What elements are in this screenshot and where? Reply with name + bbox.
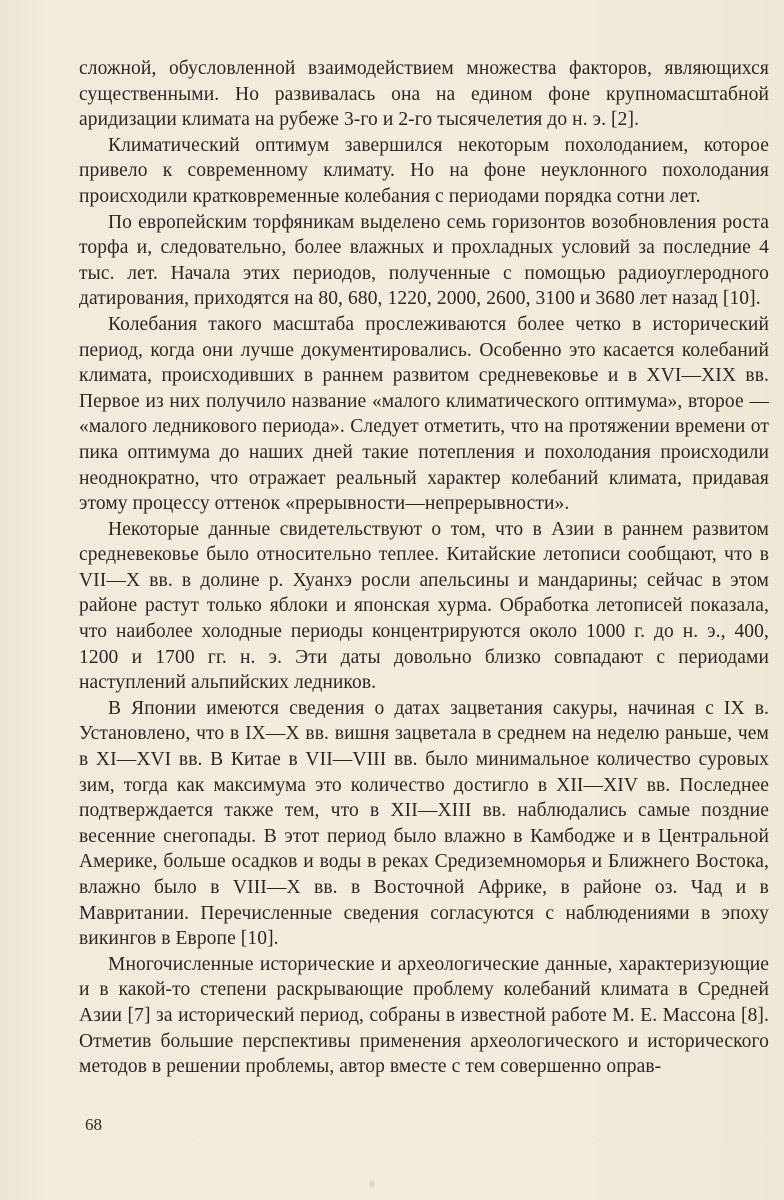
paragraph-3: По европейским торфяникам выделено семь горизонтов возобновления роста торфа и, следовательно, более влажных и прохладных условий за последние 4 тыс. лет. Начала этих периодов, полученные с помощью радиоуглеродного датирования, приходятся на 80, 680, 1220, 2000, 2600, 3100 и 3680 лет назад [10].: [79, 211, 769, 310]
body-text: [79, 56, 769, 1080]
paragraph-2: Климатический оптимум завершился некоторым похолоданием, которое привело к современному климату. Но на фоне неуклонного похолодания происходили кратковременные колебания с периодами порядка сотни лет.: [79, 134, 769, 207]
paragraph-7: Многочисленные исторические и археологические данные, характеризующие и в какой-то степени раскрывающие проблему колебаний климата в Средней Азии [7] за исторический период, собраны в известной работе М. Е. Массона [8]. Отметив большие перспективы применения археологического и исторического методов в решении проблемы, автор вместе с тем совершенно оправ-: [79, 953, 769, 1078]
paragraph-4: Колебания такого масштаба прослеживаются более четко в исторический период, когда они лучше документировались. Особенно это касается колебаний климата, происходивших в раннем развитом средневековье и в XVI—XIX вв. Первое из них получило название «малого климатического оптимума», второе — «малого ледникового периода». Следует отметить, что на протяжении времени от пика оптимума до наших дней такие потепления и похолодания происходили неоднократно, что отражает реальный характер колебаний климата, придавая этому процессу оттенок «прерывности—непрерывности».: [79, 313, 769, 515]
paragraph-6: В Японии имеются сведения о датах зацветания сакуры, начиная с IX в. Установлено, что в IX—X вв. вишня зацветала в среднем на неделю раньше, чем в XI—XVI вв. В Китае в VII—VIII вв. было минимальное количество суровых зим, тогда как максимума это количество достигло в XII—XIV вв. Последнее подтверждается также тем, что в XII—XIII вв. наблюдались самые поздние весенние снегопады. В этот период было влажно в Камбодже и в Центральной Америке, больше осадков и воды в реках Средиземноморья и Ближнего Востока, влажно было в VIII—X вв. в Восточной Африке, в районе оз. Чад и в Мавритании. Перечисленные сведения согласуются с наблюдениями в эпоху викингов в Европе [10].: [79, 697, 769, 950]
paper-smudge: [369, 1180, 375, 1188]
page-number: 68: [85, 1115, 102, 1134]
paragraph-5: Некоторые данные свидетельствуют о том, что в Азии в раннем развитом средневековье было относительно теплее. Китайские летописи сообщают, что в VII—X вв. в долине р. Хуанхэ росли апельсины и мандарины; сейчас в этом районе растут только яблоки и японская хурма. Обработка летописей показала, что наиболее холодные периоды концентрируются около 1000 г. до н. э., 400, 1200 и 1700 гг. н. э. Эти даты довольно близко совпадают с периодами наступлений альпийских ледников.: [79, 518, 769, 694]
paragraph-1: сложной, обусловленной взаимодействием множества факторов, являющихся существенными. Но развивалась она на едином фоне крупномасштабной аридизации климата на рубеже 3-го и 2-го тысячелетия до н. э. [2].: [79, 58, 769, 131]
